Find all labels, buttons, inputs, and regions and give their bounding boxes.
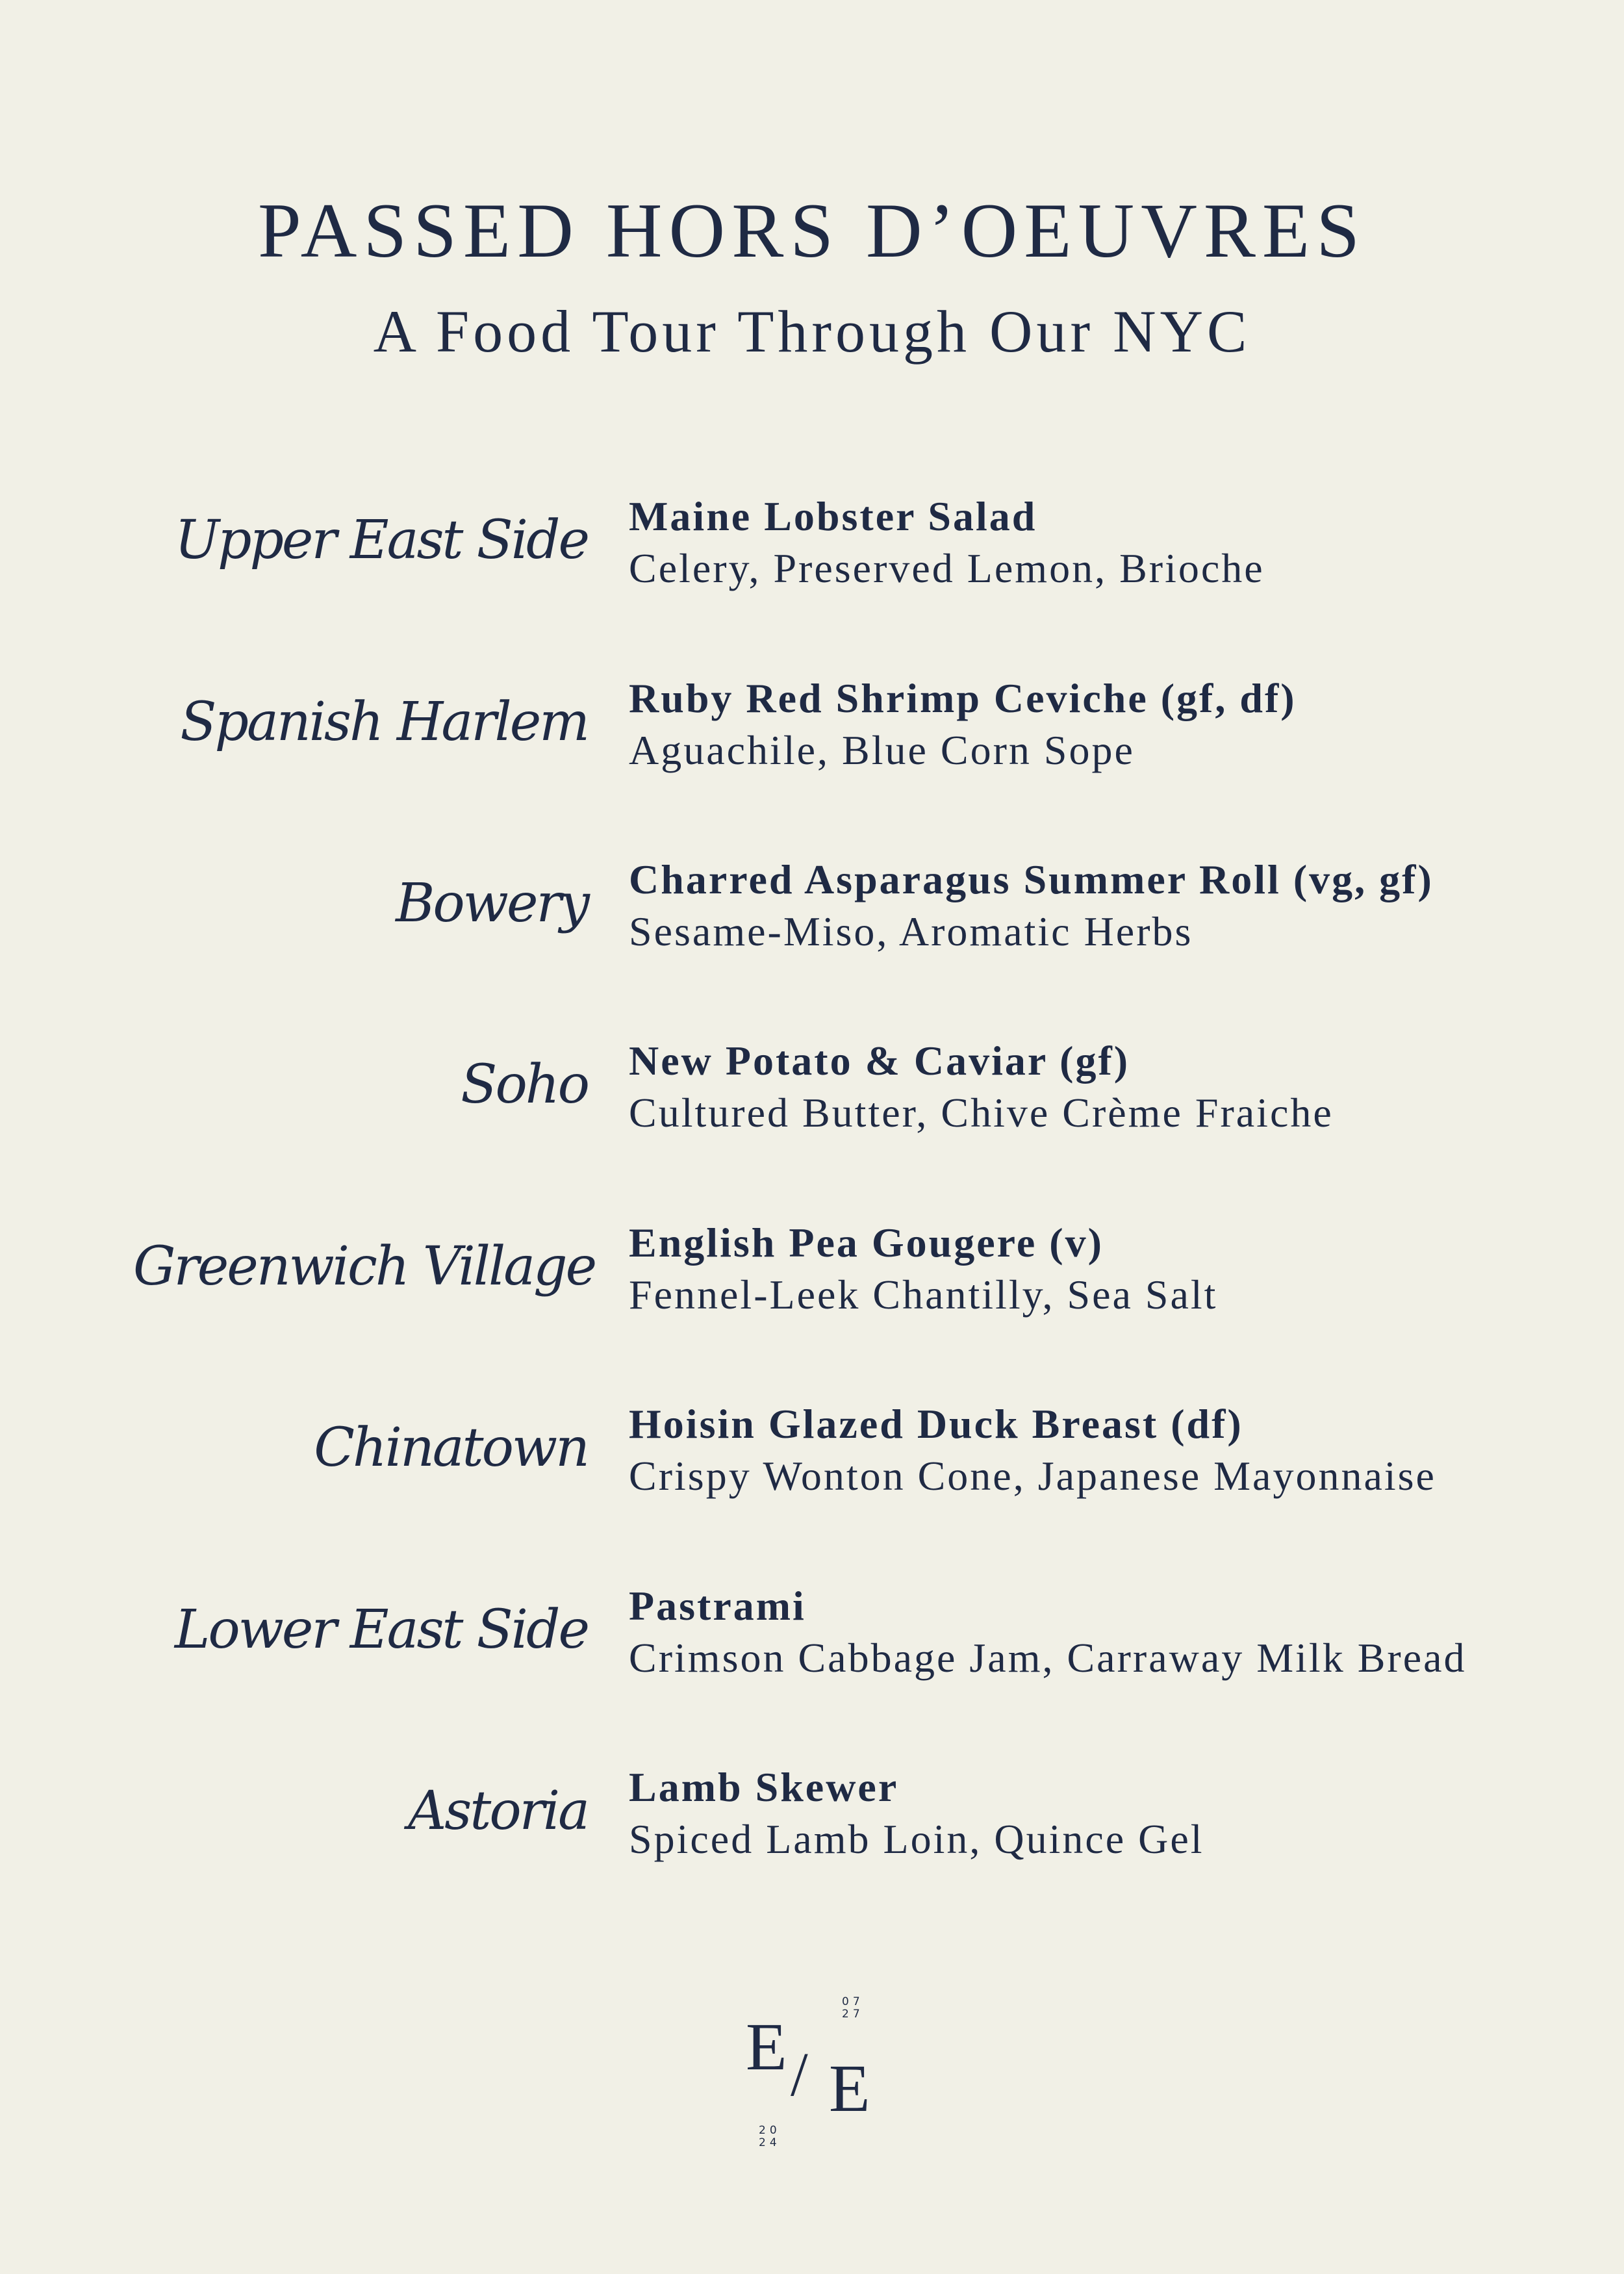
monogram-month: 07 — [842, 1995, 864, 2008]
neighborhood-label: Greenwich Village — [133, 1236, 596, 1297]
dish-description: Spiced Lamb Loin, Quince Gel — [629, 1816, 1204, 1862]
menu-item — [0, 1398, 1624, 1528]
dish-name: New Potato & Caviar (gf) — [629, 1038, 1130, 1084]
neighborhood-label: Astoria — [408, 1780, 588, 1842]
monogram-year-second: 24 — [759, 2136, 781, 2149]
dish-description: Aguachile, Blue Corn Sope — [629, 727, 1135, 773]
dish-name: Hoisin Glazed Duck Breast (df) — [629, 1401, 1243, 1447]
monogram-day: 27 — [842, 2008, 864, 2021]
neighborhood-label: Upper East Side — [174, 509, 588, 571]
neighborhood-label: Bowery — [396, 873, 588, 934]
menu-item — [0, 1580, 1624, 1710]
dish-description: Crimson Cabbage Jam, Carraway Milk Bread — [629, 1635, 1467, 1681]
menu-item — [0, 491, 1624, 620]
menu-item — [0, 854, 1624, 984]
menu-item — [0, 1761, 1624, 1891]
monogram-date-top — [842, 1996, 868, 2021]
menu-item — [0, 672, 1624, 802]
dish-description: Crispy Wonton Cone, Japanese Mayonnaise — [629, 1453, 1436, 1499]
dish-description: Sesame-Miso, Aromatic Herbs — [629, 908, 1193, 954]
menu-item — [0, 1035, 1624, 1165]
monogram-logo — [715, 1988, 909, 2170]
dish-description: Fennel-Leek Chantilly, Sea Salt — [629, 1271, 1218, 1318]
dish-name: Lamb Skewer — [629, 1764, 899, 1810]
monogram-year-first: 20 — [759, 2124, 781, 2137]
neighborhood-label: Spanish Harlem — [180, 691, 588, 753]
dish-name: Pastrami — [629, 1583, 806, 1629]
dish-name: Maine Lobster Salad — [629, 493, 1037, 539]
page-title: PASSED HORS D’OEUVRES — [258, 187, 1366, 274]
dish-name: Charred Asparagus Summer Roll (vg, gf) — [629, 856, 1434, 902]
neighborhood-label: Lower East Side — [174, 1599, 588, 1661]
monogram-initial-right: E — [829, 2051, 870, 2126]
dish-name: English Pea Gougere (v) — [629, 1220, 1104, 1266]
dish-description: Cultured Butter, Chive Crème Fraiche — [629, 1090, 1334, 1136]
page-subtitle: A Food Tour Through Our NYC — [373, 298, 1251, 364]
monogram-initial-left: E — [746, 2010, 787, 2084]
dish-name: Ruby Red Shrimp Ceviche (gf, df) — [629, 675, 1297, 721]
neighborhood-label: Soho — [461, 1054, 588, 1116]
menu-item — [0, 1217, 1624, 1347]
monogram-slash: / — [791, 2039, 808, 2109]
monogram-date-bottom — [759, 2125, 785, 2149]
neighborhood-label: Chinatown — [314, 1417, 588, 1479]
dish-description: Celery, Preserved Lemon, Brioche — [629, 545, 1265, 591]
